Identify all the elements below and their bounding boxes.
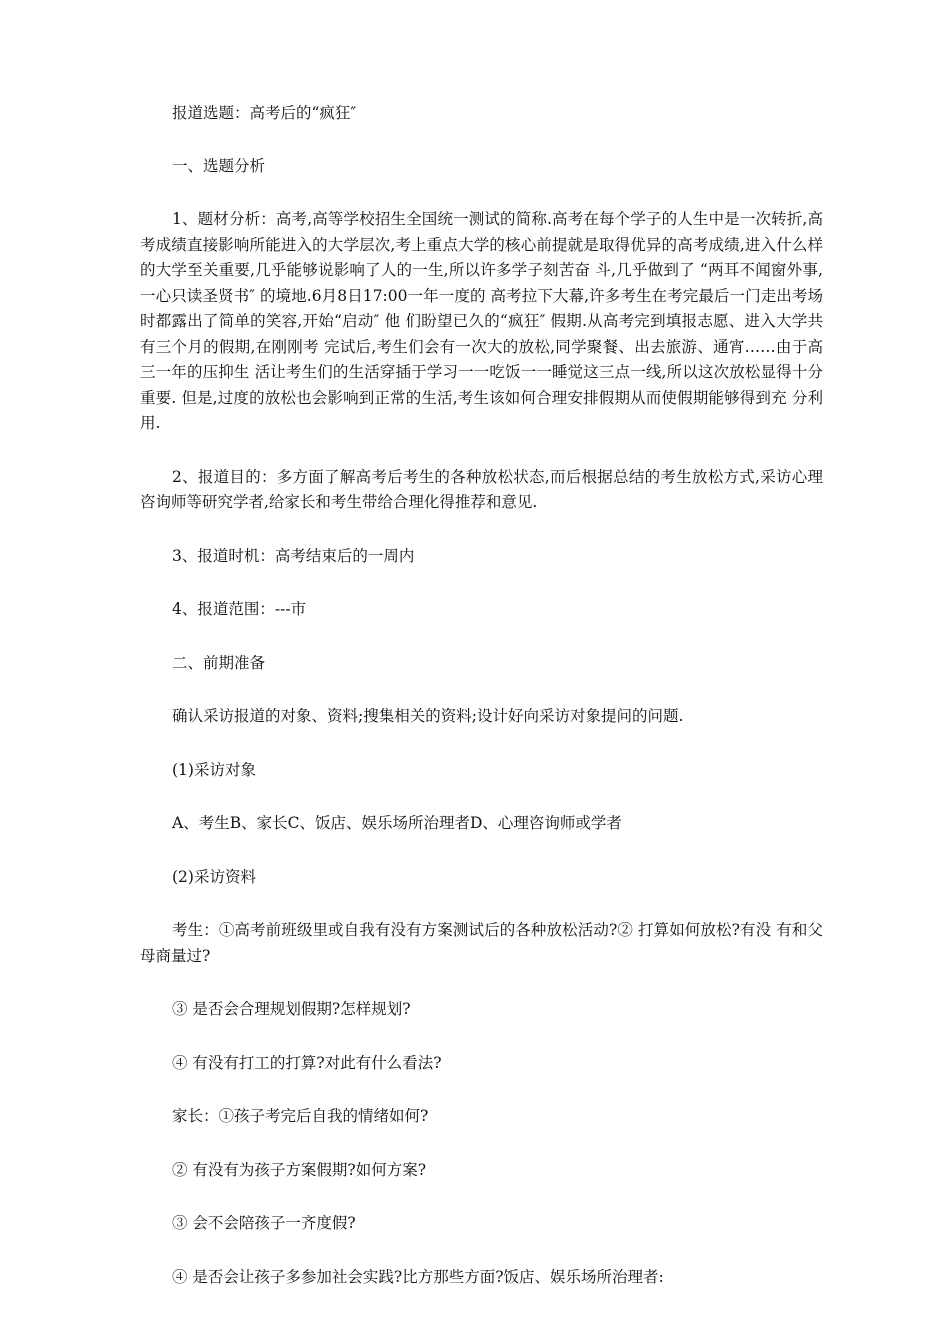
parent-question-3: ③ 会不会陪孩子一齐度假? [172, 1214, 356, 1232]
report-topic-title: 报道选题：高考后的“疯狂″ [172, 104, 357, 122]
document-body [140, 101, 823, 1290]
subject-analysis-paragraph: 1、题材分析：高考,高等学校招生全国统一测试的简称.高考在每个学子的人生中是一次转折,高考成绩直接影响所能进入的大学层次,考上重点大学的核心前提就是取得优异的高考成绩,进入什么样的大学至关重要,几乎能够说影响了人的一生,所以许多学子刻苦奋 斗,几乎做到了 “两耳不闻窗外事,一心只读圣贤书″ 的境地.6月8日17:00一年一度的 高考拉下大幕,许多考生在考完最后一门走出考场时都露出了简单的笑容,开始“启动″ 他 们盼望已久的“疯狂″ 假期.从高考完到填报志愿、进入大学共有三个月的假期,在刚刚考 完试后,考生们会有一次大的放松,同学聚餐、出去旅游、通宵……由于高三一年的压抑生 活让考生们的生活穿插于学习一一吃饭一一睡觉这三点一线,所以这次放松显得十分重要. 但是,过度的放松也会影响到正常的生活,考生该如何合理安排假期从而使假期能够得到充 分利用. [140, 210, 823, 432]
student-question-4: ④ 有没有打工的打算?对此有什么看法? [172, 1053, 442, 1072]
parent-question-4: ④ 是否会让孩子多参加社会实践?比方那些方面?饭店、娱乐场所治理者: [172, 1267, 664, 1286]
interview-targets-list: A、考生B、家长C、饭店、娱乐场所治理者D、心理咨询师或学者 [172, 814, 622, 832]
student-question-3: ③ 是否会合理规划假期?怎样规划? [172, 1000, 411, 1018]
section-heading-topic-analysis: 一、选题分析 [172, 156, 266, 175]
parent-question-1: 家长：①孩子考完后自我的情绪如何? [172, 1107, 429, 1125]
section-heading-preparation: 二、前期准备 [172, 653, 266, 672]
subheading-interview-materials: (2)采访资料 [172, 867, 256, 886]
subheading-interview-targets: (1)采访对象 [172, 760, 256, 779]
preparation-paragraph: 确认采访报道的对象、资料;搜集相关的资料;设计好向采访对象提问的问题. [172, 707, 684, 725]
parent-question-2: ② 有没有为孩子方案假期?如何方案? [172, 1160, 427, 1179]
student-questions-paragraph: 考生：①高考前班级里或自我有没有方案测试后的各种放松活动?② 打算如何放松?有没 有和父母商量过? [140, 921, 823, 965]
report-timing-paragraph: 3、报道时机：高考结束后的一周内 [172, 546, 415, 565]
report-scope-paragraph: 4、报道范围：---市 [172, 600, 307, 618]
report-purpose-paragraph: 2、报道目的：多方面了解高考后考生的各种放松状态,而后根据总结的考生放松方式,采访心理咨询师等研究学者,给家长和考生带给合理化得推荐和意见. [140, 467, 823, 511]
